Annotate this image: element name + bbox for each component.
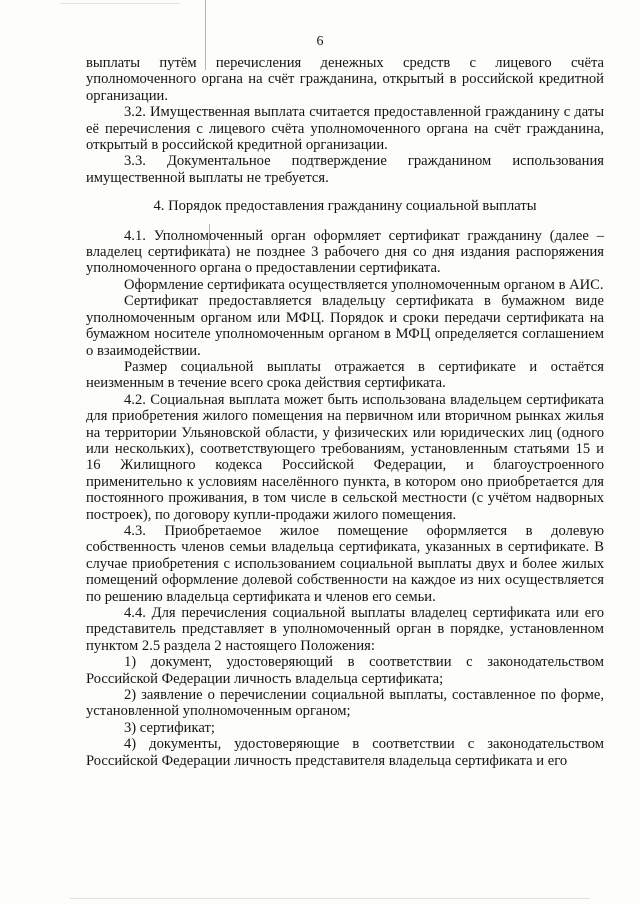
paragraph-certificate-issue: Сертификат предоставляется владельцу сертификата в бумажном виде уполномоченным органом или МФЦ. Порядок и сроки передачи сертификата на бумажном носителе уполномоченным органом в МФЦ определяется соглашением о взаимодействии. <box>86 293 604 359</box>
document-body <box>86 55 604 769</box>
scan-artifact <box>70 898 590 899</box>
list-item-3: 3) сертификат; <box>124 719 215 736</box>
paragraph-4-2: 4.2. Социальная выплата может быть использована владельцем сертификата для приобретения жилого помещения на первичном или вторичном рынках жилья на территории Ульяновской области, у физических или юридических лиц (одного или нескольких), соответствующего требованиям, установленным статьями 15 и 16 Жилищного кодекса Российской Федерации, и благоустроенного применительно к условиям населённого пункта, в котором оно приобретается для постоянного проживания, в том числе в сельской местности (с учётом надворных построек), по договору купли-продажи жилого помещения. <box>86 391 604 523</box>
paragraph-4-4: 4.4. Для перечисления социальной выплаты владелец сертификата или его представитель представляет в уполномоченный орган в порядке, установленном пунктом 2.5 раздела 2 настоящего Положения: <box>86 605 604 654</box>
paragraph-continuation: выплаты путём перечисления денежных средств с лицевого счёта уполномоченного органа на счёт гражданина, открытый в российской кредитной организации. <box>86 55 604 104</box>
scan-artifact <box>60 3 180 4</box>
list-item-1: 1) документ, удостоверяющий в соответствии с законодательством Российской Федерации личность владельца сертификата; <box>86 654 604 687</box>
paragraph-payment-amount: Размер социальной выплаты отражается в сертификате и остаётся неизменным в течение всего срока действия сертификата. <box>86 358 604 392</box>
paragraph-4-3: 4.3. Приобретаемое жилое помещение оформляется в долевую собственность членов семьи владельца сертификата, указанных в сертификате. В случае приобретения с использованием социальной выплаты двух и более жилых помещений оформление долевой собственности на каждое из них осуществляется по решению владельца сертификата и членов его семьи. <box>86 522 604 605</box>
list-item-2: 2) заявление о перечислении социальной выплаты, составленное по форме, установленной уполномоченным органом; <box>86 687 604 720</box>
page-number: 6 <box>316 34 324 49</box>
list-item-4: 4) документы, удостоверяющие в соответствии с законодательством Российской Федерации личность представителя владельца сертификата и его <box>86 736 604 769</box>
paragraph-certificate-ais: Оформление сертификата осуществляется уполномоченным органом в АИС. <box>124 276 604 293</box>
paragraph-3-2: 3.2. Имущественная выплата считается предоставленной гражданину с даты её перечисления с лицевого счёта уполномоченного органа на счёт гражданина, открытый в российской кредитной организации. <box>86 104 604 154</box>
paragraph-4-1: 4.1. Уполномоченный орган оформляет сертификат гражданину (далее – владелец сертификата) не позднее 3 рабочего дня со дня издания распоряжения уполномоченного органа о предоставлении сертификата. <box>86 227 604 277</box>
section-heading: 4. Порядок предоставления гражданину социальной выплаты <box>153 198 537 215</box>
paragraph-3-3: 3.3. Документальное подтверждение гражданином использования имущественной выплаты не требуется. <box>86 153 604 186</box>
